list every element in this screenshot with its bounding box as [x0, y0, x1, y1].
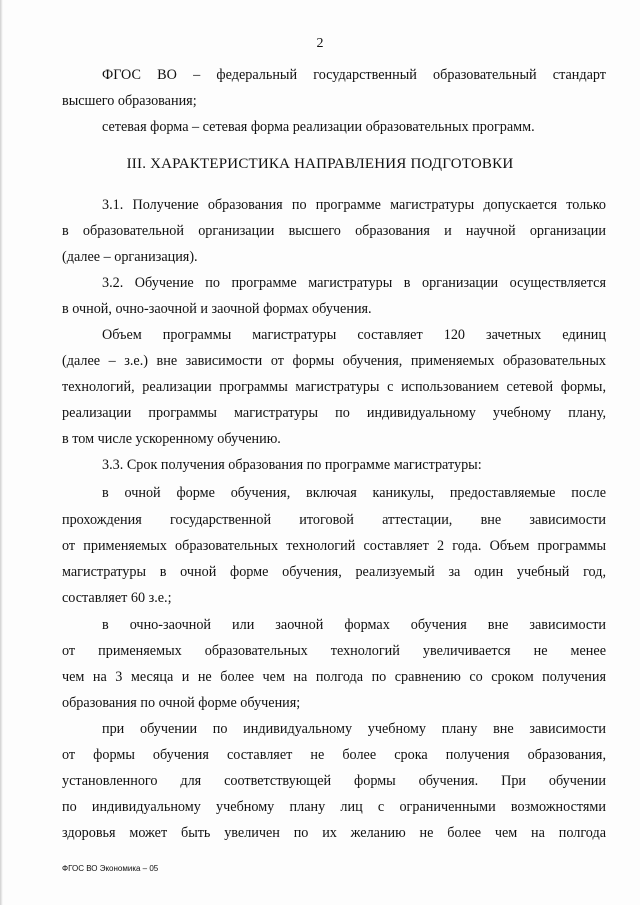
paragraph-line: составляет 60 з.е.; — [62, 590, 172, 606]
page-number: 2 — [316, 36, 324, 51]
paragraph-line: 3.1. Получение образования по программе магистратуры допускается только — [102, 197, 606, 213]
definition-fgos-continued: высшего образования; — [62, 93, 197, 109]
paragraph-line: чем на 3 месяца и не более чем на полгода по сравнению со сроком получения — [62, 669, 606, 685]
paragraph-line: в очно-заочной или заочной формах обучения вне зависимости — [102, 617, 606, 633]
scan-edge-shadow — [0, 0, 3, 905]
definition-network-form: сетевая форма – сетевая форма реализации образовательных программ. — [102, 119, 535, 135]
paragraph-line: 3.2. Обучение по программе магистратуры в организации осуществляется — [102, 275, 606, 291]
paragraph-line: от применяемых образовательных технологий увеличивается не менее — [62, 643, 606, 659]
paragraph-line: магистратуры в очной форме обучения, реализуемый за один учебный год, — [62, 564, 606, 580]
paragraph-line: (далее – организация). — [62, 249, 198, 265]
paragraph-line: образования по очной форме обучения; — [62, 695, 301, 711]
paragraph-line: здоровья может быть увеличен по их желанию не более чем на полгода — [62, 825, 606, 841]
paragraph-line: 3.3. Срок получения образования по программе магистратуры: — [102, 457, 482, 473]
paragraph-line: от формы обучения составляет не более срока получения образования, — [62, 747, 606, 763]
paragraph-line: технологий, реализации программы магистратуры с использованием сетевой формы, — [62, 379, 606, 395]
paragraph-line: от применяемых образовательных технологий составляет 2 года. Объем программы — [62, 538, 606, 554]
paragraph-line: в образовательной организации высшего образования и научной организации — [62, 223, 606, 239]
section-heading: III. ХАРАКТЕРИСТИКА НАПРАВЛЕНИЯ ПОДГОТОВКИ — [126, 156, 514, 172]
paragraph-line: прохождения государственной итоговой аттестации, вне зависимости — [62, 512, 606, 528]
paragraph-line: в том числе ускоренному обучению. — [62, 431, 281, 447]
paragraph-line: реализации программы магистратуры по индивидуальному учебному плану, — [62, 405, 606, 421]
paragraph-line: установленного для соответствующей формы обучения. При обучении — [62, 773, 606, 789]
paragraph-line: по индивидуальному учебному плану лиц с ограниченными возможностями — [62, 799, 606, 815]
definition-fgos: ФГОС ВО – федеральный государственный образовательный стандарт — [102, 67, 606, 83]
paragraph-line: (далее – з.е.) вне зависимости от формы обучения, применяемых образовательных — [62, 353, 606, 369]
page-footer: ФГОС ВО Экономика – 05 — [62, 864, 159, 873]
paragraph-line: Объем программы магистратуры составляет 120 зачетных единиц — [102, 327, 606, 343]
paragraph-line: в очной форме обучения, включая каникулы, предоставляемые после — [102, 485, 606, 501]
paragraph-line: при обучении по индивидуальному учебному плану вне зависимости — [102, 721, 606, 737]
paragraph-line: в очной, очно-заочной и заочной формах обучения. — [62, 301, 372, 317]
